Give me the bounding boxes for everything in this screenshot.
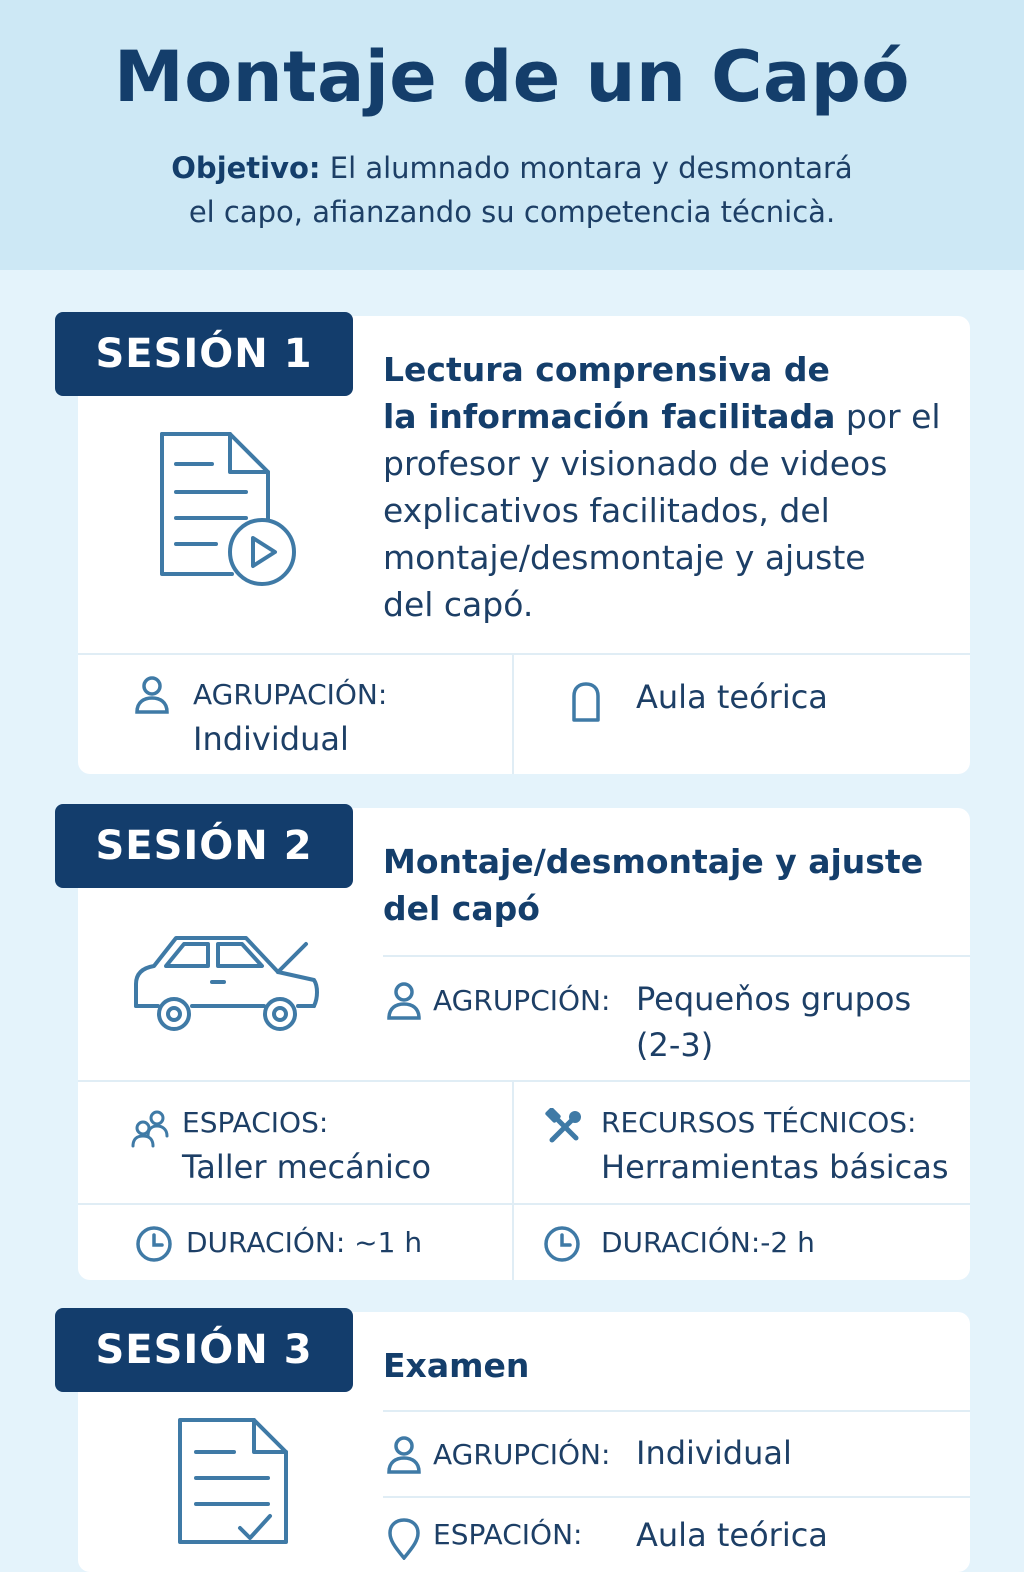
grouping-label: AGRUPACIÓN:	[193, 678, 388, 711]
space-label: ESPACIÓN:	[433, 1518, 583, 1551]
desc-line-5: montaje/desmontaje y ajuste	[383, 538, 866, 577]
grouping-value: Individual	[636, 1434, 792, 1472]
people-group-icon	[130, 1108, 172, 1150]
divider	[78, 653, 970, 655]
objective-text-line1: El alumnado montara y desmontará	[329, 151, 853, 185]
objective-text-line2: el capo, afianzando su competencia técnicà.	[188, 195, 836, 229]
person-icon	[384, 980, 424, 1022]
grouping-label: AGRUPCIÓN:	[433, 984, 611, 1017]
clock-icon	[134, 1224, 174, 1264]
desc-line-4: explicativos facilitados, del	[383, 491, 830, 530]
tools-icon	[544, 1108, 584, 1148]
session-1-description	[383, 346, 963, 628]
title-line-2: del capó	[383, 889, 540, 928]
divider	[512, 654, 514, 774]
divider	[512, 1081, 514, 1280]
divider	[383, 1410, 970, 1412]
document-check-icon	[174, 1416, 294, 1546]
door-icon	[568, 680, 604, 724]
page-title: Montaje de un Capó	[114, 36, 910, 118]
space-value: Aula teórica	[636, 1516, 828, 1554]
desc-line-6: del capó.	[383, 585, 534, 624]
desc-line-2-rest: por el	[835, 397, 941, 436]
location-pin-icon	[386, 1518, 422, 1560]
spaces-value: Taller mecánico	[182, 1148, 432, 1186]
grouping-label: AGRUPCIÓN:	[433, 1438, 611, 1471]
person-icon	[384, 1434, 424, 1476]
resources-label: RECURSOS TÉCNICOS:	[601, 1106, 917, 1139]
desc-line-2-bold: la información facilitada	[383, 397, 836, 436]
duration-right: DURACIÓN:-2 h	[601, 1226, 815, 1259]
session-2-badge: SESIÓN 2	[55, 804, 353, 888]
objective	[112, 146, 912, 234]
resources-value: Herramientas básicas	[601, 1148, 949, 1186]
objective-label: Objetivo:	[171, 151, 321, 185]
grouping-value-line1: Pequeňos grupos	[636, 980, 912, 1018]
space-value: Aula teórica	[636, 678, 828, 716]
session-1-badge: SESIÓN 1	[55, 312, 353, 396]
document-video-icon	[150, 430, 302, 590]
divider	[383, 1496, 970, 1498]
desc-line-1: Lectura comprensiva de	[383, 350, 830, 389]
divider	[383, 955, 970, 957]
divider	[78, 1080, 970, 1082]
page-header	[0, 0, 1024, 270]
divider	[78, 1203, 970, 1205]
grouping-value: Individual	[193, 720, 349, 758]
duration-left: DURACIÓN: ~1 h	[186, 1226, 423, 1259]
title-line-1: Montaje/desmontaje y ajuste	[383, 842, 924, 881]
session-3-title: Examen	[383, 1346, 530, 1385]
grouping-value-line2: (2-3)	[636, 1026, 714, 1064]
session-2-title	[383, 838, 963, 932]
spaces-label: ESPACIOS:	[182, 1106, 329, 1139]
car-hood-open-icon	[128, 928, 324, 1040]
clock-icon	[542, 1224, 582, 1264]
desc-line-3: profesor y visionado de videos	[383, 444, 888, 483]
session-3-badge: SESIÓN 3	[55, 1308, 353, 1392]
person-icon	[132, 674, 172, 716]
